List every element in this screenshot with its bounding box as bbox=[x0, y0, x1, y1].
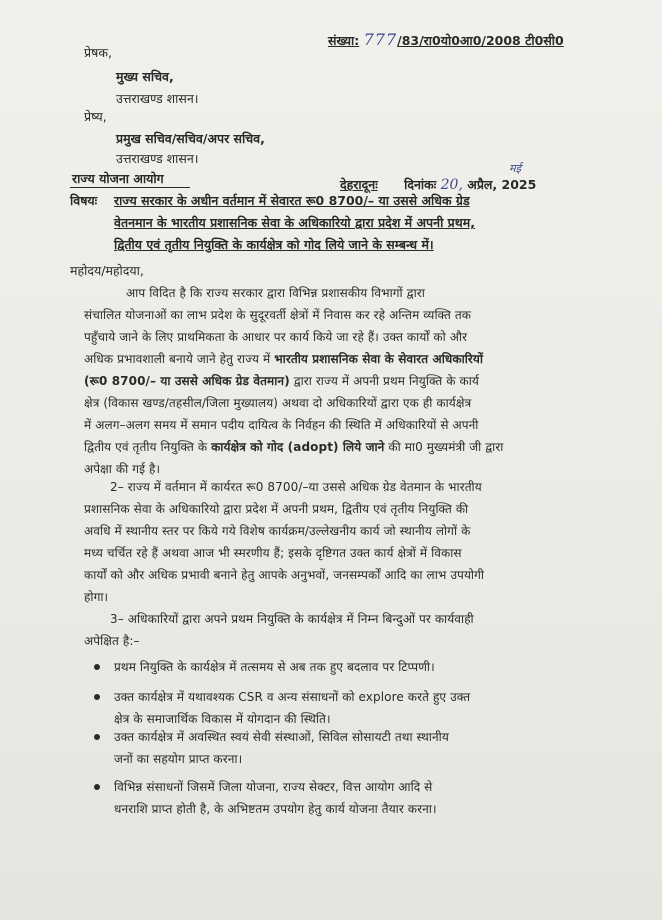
para3-line-2: अपेक्षित है:– bbox=[84, 634, 140, 648]
recipient-name: प्रमुख सचिव/सचिव/अपर सचिव, bbox=[116, 131, 265, 146]
para2-line-5: कार्यों को और अधिक प्रभावी बनाने हेतु आपके अनुभवों, जनसम्पर्कों आदि का लाभ उपयोगी bbox=[84, 568, 485, 582]
para1-line-2: संचालित योजनाओं का लाभ प्रदेश के सुदूरवर्ती क्षेत्रों में निवास कर रहे अन्तिम व्यक्ति तक bbox=[84, 308, 472, 322]
para3-line-1: 3– अधिकारियों द्वारा अपने प्रथम नियुक्ति के कार्यक्षेत्र में निम्न बिन्दुओं पर कार्यवाही bbox=[110, 612, 474, 626]
date-printed: अप्रैल, 2025 bbox=[467, 177, 537, 192]
department-underline bbox=[70, 187, 190, 188]
sender-label: प्रेषक, bbox=[84, 45, 112, 60]
place-label: देहरादूनः bbox=[340, 177, 378, 192]
date-label: दिनांकः bbox=[404, 177, 437, 192]
date-handwritten-note: मई bbox=[509, 162, 521, 175]
reference-suffix: /83/रा0यो0आ0/2008 टी0सी0 bbox=[397, 33, 564, 48]
bullet-4-line-2: धनराशि प्राप्त होती है, के अभिष्टतम उपयोग हेतु कार्य योजना तैयार करना। bbox=[114, 802, 437, 816]
para1-line-5 bbox=[84, 372, 479, 389]
reference-handwritten-number: 777 bbox=[363, 30, 398, 49]
para2-line-2: प्रशासनिक सेवा के अधिकारियो द्वारा प्रदेश में अपनी प्रथम, द्वितीय एवं तृतीय नियुक्ति की bbox=[84, 502, 469, 516]
place-date bbox=[340, 176, 536, 193]
reference-number bbox=[328, 30, 564, 49]
bullet-dot bbox=[94, 664, 100, 670]
sender-office: उत्तराखण्ड शासन। bbox=[116, 91, 199, 106]
subject-label: विषयः bbox=[70, 193, 98, 208]
para1-line-4-text: अधिक प्रभावशाली बनाये जाने हेतु राज्य में bbox=[84, 352, 271, 366]
recipient-label: प्रेष्य, bbox=[84, 109, 107, 124]
bullet-3-line-1: उक्त कार्यक्षेत्र में अवस्थित स्वयं सेवी संस्थाओं, सिविल सोसायटी तथा स्थानीय bbox=[114, 730, 449, 744]
para2-line-1: 2– राज्य में वर्तमान में कार्यरत रू0 8700/–या उससे अधिक ग्रेड वेतमान के भारतीय bbox=[110, 480, 482, 494]
bullet-2-line-1: उक्त कार्यक्षेत्र में यथावश्यक CSR व अन्य संसाधनों को explore करते हुए उक्त bbox=[114, 690, 471, 704]
salutation: महोदय/महोदया, bbox=[70, 263, 144, 278]
subject-line-2: वेतनमान के भारतीय प्रशासनिक सेवा के अधिकारियो द्वारा प्रदेश में अपनी प्रथम, bbox=[114, 215, 475, 230]
sender-name: मुख्य सचिव, bbox=[116, 69, 174, 84]
para1-line-5-text: द्वारा राज्य में अपनी प्रथम नियुक्ति के कार्य bbox=[293, 374, 479, 388]
department-name: राज्य योजना आयोग bbox=[72, 171, 164, 186]
para1-line-9: अपेक्षा की गई है। bbox=[84, 462, 161, 476]
para1-line-4 bbox=[84, 350, 483, 367]
reference-prefix: संख्या: bbox=[328, 33, 360, 48]
para2-line-3: अवधि में स्थानीय स्तर पर किये गये विशेष कार्यक्रम/उल्लेखनीय कार्य जो स्थानीय लोगों के bbox=[84, 524, 471, 538]
bullet-1-line-1: प्रथम नियुक्ति के कार्यक्षेत्र में तत्समय से अब तक हुए बदलाव पर टिप्पणी। bbox=[114, 660, 435, 674]
bullet-dot bbox=[94, 734, 100, 740]
para1-line-5-bold: (रू0 8700/– या उससे अधिक ग्रेड वेतमान) bbox=[84, 374, 290, 388]
subject-line-3: द्वितीय एवं तृतीय नियुक्ति के कार्यक्षेत्र को गोद लिये जाने के सम्बन्ध में। bbox=[114, 237, 434, 252]
bullet-2-line-2: क्षेत्र के समाजार्थिक विकास में योगदान की स्थिति। bbox=[114, 712, 331, 726]
para1-line-4-bold: भारतीय प्रशासनिक सेवा के सेवारत अधिकारियों bbox=[274, 352, 484, 366]
para2-line-6: होगा। bbox=[84, 590, 109, 604]
para1-line-1: आप विदित है कि राज्य सरकार द्वारा विभिन्न प्रशासकीय विभागों द्वारा bbox=[126, 286, 425, 300]
bullet-4-line-1: विभिन्न संसाधनों जिसमें जिला योजना, राज्य सेक्टर, वित्त आयोग आदि से bbox=[114, 780, 433, 794]
para1-line-8-text: द्वितीय एवं तृतीय नियुक्ति के bbox=[84, 440, 208, 454]
para1-line-8 bbox=[84, 438, 503, 455]
para1-line-8-bold: कार्यक्षेत्र को गोद (adopt) लिये जाने bbox=[211, 440, 385, 454]
recipient-office: उत्तराखण्ड शासन। bbox=[116, 151, 199, 166]
date-handwritten-day: 20, bbox=[440, 177, 463, 193]
subject-line-1: राज्य सरकार के अधीन वर्तमान में सेवारत रू0 8700/– या उससे अधिक ग्रेड bbox=[114, 193, 470, 208]
para1-line-6: क्षेत्र (विकास खण्ड/तहसील/जिला मुख्यालय) अथवा दो अधिकारियों द्वारा एक ही कार्यक्षेत्र bbox=[84, 396, 472, 410]
para1-line-3: पहुँचाये जाने के लिए प्राथमिकता के आधार पर कार्य किये जा रहे हैं। उक्त कार्यों को और bbox=[84, 330, 468, 344]
para1-line-8-tail: की मा0 मुख्यमंत्री जी द्वारा bbox=[388, 440, 504, 454]
bullet-dot bbox=[94, 694, 100, 700]
para2-line-4: मध्य चर्चित रहे हैं अथवा आज भी स्मरणीय हैं; इसके दृष्टिगत उक्त कार्य क्षेत्रों में विकास bbox=[84, 546, 462, 560]
para1-line-7: में अलग–अलग समय में समान पदीय दायित्व के निर्वहन की स्थिति में अधिकारियों से अपनी bbox=[84, 418, 479, 432]
bullet-dot bbox=[94, 784, 100, 790]
bullet-3-line-2: जनों का सहयोग प्राप्त करना। bbox=[114, 752, 243, 766]
